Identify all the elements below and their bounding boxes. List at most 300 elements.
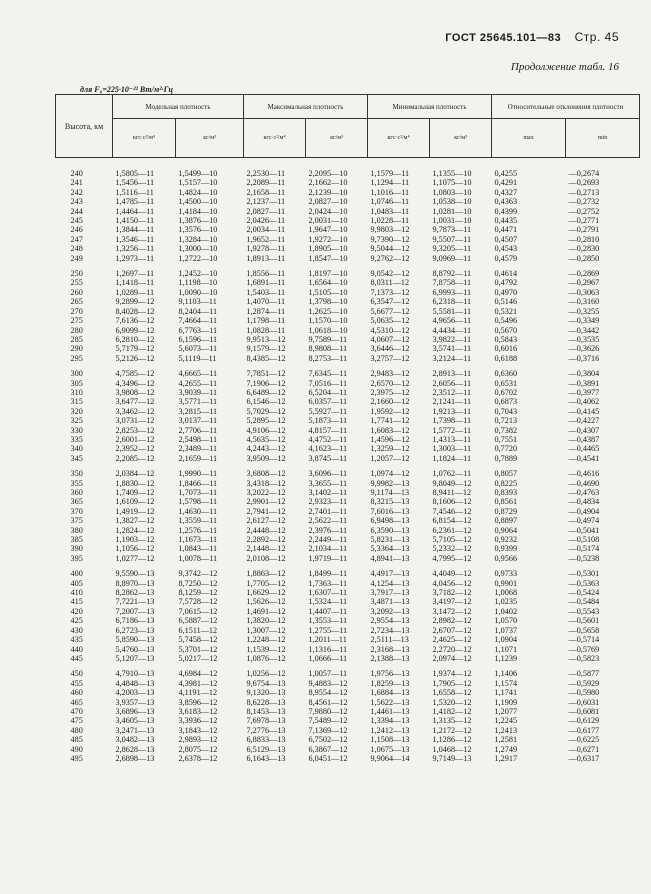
table-cell: 395 [70,553,83,563]
table-cell: 1,4407—11 [308,606,348,616]
table-cell: 4,3981—12 [178,678,218,688]
table-row [56,526,640,535]
table-cell: 1,2057—12 [370,453,410,463]
table-cell: 390 [70,544,83,554]
table-row [56,488,640,497]
table-cell: 1,4691—12 [246,606,286,616]
table-cell: 260 [70,287,83,297]
table-cell: 1,1016—11 [370,187,410,197]
table-cell: 0,4327 [494,187,518,197]
table-cell: 2,0974—12 [432,653,472,663]
table-cell: 2,6001—12 [115,434,155,444]
table-row [56,597,640,606]
table-cell: 1,6109—12 [115,497,155,507]
unit-kg: кг/м³ [176,119,244,158]
table-cell: 6,5887—12 [178,616,218,626]
table-row [56,278,640,287]
table-cell: 2,6127—12 [246,516,286,526]
table-row [56,469,640,478]
table-cell: 4,4917—13 [370,569,410,579]
table-cell: 1,5772—11 [432,425,472,435]
table-cell: 0,7720 [494,444,518,454]
table-cell: 2,2720—12 [432,644,472,654]
table-cell: —0,3255 [568,306,600,316]
table-cell: 4,9656—11 [432,316,472,326]
table-cell: 315 [70,397,83,407]
table-cell: 1,0570 [494,616,518,626]
table-cell: 7,4664—11 [178,316,218,326]
table-cell: 5,7458—12 [178,635,218,645]
table-cell: 310 [70,387,83,397]
table-cell: —0,5658 [568,625,600,635]
table-cell: 1,1574 [494,678,518,688]
table-cell: 2,3512—11 [432,387,472,397]
table-cell: 255 [70,278,83,288]
table-cell: 1,2172—12 [432,725,472,735]
table-cell: 5,3701—12 [178,644,218,654]
table-cell: 1,4464—11 [115,206,155,216]
table-row [56,716,640,725]
table-cell: 1,1798—11 [246,316,286,326]
table-row [56,654,640,663]
table-cell: 0,4614 [494,269,518,279]
table-cell: 1,3546—11 [115,234,155,244]
page-number: Стр. 45 [574,30,619,44]
table-cell: 2,0384—12 [115,469,155,479]
table-cell: 465 [70,697,83,707]
col-min-density: Минимальная плотность [368,95,492,119]
table-cell: 4,4049—12 [432,569,472,579]
density-table [55,94,639,763]
table-cell: 1,5456—11 [115,178,155,188]
table-cell: 1,3003—11 [432,444,472,454]
table-cell: 0,8393 [494,488,518,497]
table-cell: 375 [70,516,83,526]
table-cell: 1,9990—11 [178,469,218,479]
table-cell: 2,9554—13 [370,616,410,626]
table-cell: 265 [70,297,83,307]
table-cell: —0,3535 [568,334,600,344]
table-cell: 2,2095—10 [308,169,348,178]
table-cell: 0,9901 [494,578,518,588]
table-cell: 0,7889 [494,453,518,463]
table-cell: 2,1448—12 [246,544,286,554]
table-cell: 3,4871—13 [370,597,410,607]
table-cell: 1,8830—12 [115,478,155,488]
table-cell: 1,3559—11 [178,516,218,526]
table-cell: 3,6096—11 [308,469,348,479]
table-cell: 6,1511—12 [178,625,218,635]
table-cell: 1,9272—10 [308,234,348,244]
table-cell: 9,3742—12 [178,569,218,579]
table-cell: 1,0031—10 [432,216,472,226]
table-cell: 1,7409—12 [115,488,155,497]
table-cell: 0,4255 [494,169,518,178]
table-cell: 6,2318—11 [432,297,472,307]
table-cell: 330 [70,425,83,435]
table-cell: 0,6531 [494,378,518,388]
table-cell: 247 [70,234,83,244]
table-cell: 9,7873—11 [432,225,472,235]
table-cell: —0,3626 [568,344,600,354]
table-row [56,535,640,544]
table-cell: 7,8758—11 [432,278,472,288]
table-cell: 1,0746—11 [370,197,410,207]
table-cell: 1,0828—11 [246,325,286,335]
table-cell: 3,6183—12 [178,706,218,716]
table-cell: 249 [70,253,83,263]
table-cell: 4,2443—12 [246,444,286,454]
table-cell: 8,2862—13 [115,588,155,598]
table-cell: 1,7905—12 [432,678,472,688]
table-cell: 5,5581—11 [432,306,472,316]
table-cell: 3,0137—11 [178,416,218,426]
table-cell: 0,7551 [494,434,518,444]
table-cell: 415 [70,597,83,607]
table-cell: 1,1903—12 [115,535,155,545]
table-cell: 1,1071 [494,644,518,654]
table-cell: 9,2762—12 [370,253,410,263]
table-cell: —0,6031 [568,697,600,707]
table-cell: 2,6056—11 [432,378,472,388]
table-cell: 6,2810—12 [115,334,155,344]
table-cell: 6,2361—12 [432,525,472,535]
table-cell: 1,9374—12 [432,669,472,679]
table-cell: 1,5626—12 [246,597,286,607]
table-cell: 1,4070—11 [246,297,286,307]
table-cell: 0,7382 [494,425,518,435]
table-cell: —0,4307 [568,425,600,435]
table-cell: 1,2824—12 [115,525,155,535]
table-row [56,254,640,263]
table-cell: 2,0108—12 [246,553,286,563]
table-cell: 6,7502—12 [308,735,348,745]
table-cell: 5,5927—11 [308,406,348,416]
table-cell: —0,2850 [568,253,600,263]
table-row [56,588,640,597]
table-cell: 345 [70,453,83,463]
table-cell: 5,6073—11 [178,344,218,354]
table-cell: 0,4507 [494,234,518,244]
table-cell: 8,1453—13 [246,706,286,716]
table-cell: 3,6808—12 [246,469,286,479]
table-cell: 3,2815—11 [178,406,218,416]
table-cell: 2,8628—13 [115,744,155,754]
table-row [56,626,640,635]
table-cell: 2,1034—11 [308,544,348,554]
table-cell: 2,7941—12 [246,506,286,516]
table-cell: 1,1294—11 [370,178,410,188]
table-cell: 430 [70,625,83,635]
table-cell: 250 [70,269,83,279]
table-cell: 1,1355—10 [432,169,472,178]
table-cell: 7,0516—11 [308,378,348,388]
table-cell: 1,1056—12 [115,544,155,554]
table-row [56,544,640,553]
table-cell: 0,8897 [494,516,518,526]
table-row [56,635,640,644]
table-cell: 2,1388—13 [370,653,410,663]
table-cell: 6,0357—11 [308,397,348,407]
table-cell: 0,9733 [494,569,518,579]
table-cell: 485 [70,735,83,745]
table-row [56,288,640,297]
table-cell: —0,5877 [568,669,600,679]
table-cell: —0,5363 [568,578,600,588]
unit-kgs: кгс·с²/м⁴ [244,119,306,158]
table-cell: 8,3215—13 [370,497,410,507]
table-cell: 1,0281—10 [432,206,472,216]
table-cell: 9,5044—12 [370,244,410,254]
table-cell: 6,9993—11 [432,287,472,297]
table-row [56,235,640,244]
table-cell: 1,6307—11 [308,588,348,598]
table-cell: 248 [70,244,83,254]
table-cell: 1,6083—12 [370,425,410,435]
table-cell: 241 [70,178,83,188]
table-row [56,316,640,325]
table-cell: 9,0969—11 [432,253,472,263]
table-cell: 1,6884—13 [370,688,410,698]
table-cell: 1,5116—11 [115,187,154,197]
table-cell: 1,4500—10 [178,197,218,207]
table-cell: 3,8596—12 [178,697,218,707]
table-cell: 4,6665—11 [178,369,218,379]
table-cell: —0,5980 [568,688,600,698]
table-cell: 1,5805—11 [115,169,155,178]
table-cell: 2,3952—12 [115,444,155,454]
table-cell: 3,1402—11 [308,488,348,497]
table-cell: —0,5601 [568,616,600,626]
table-cell: 5,2126—12 [115,353,155,363]
table-cell: 3,2124—11 [432,353,472,363]
table-cell: —0,3716 [568,353,600,363]
table-cell: 4,1623—11 [308,444,348,454]
table-cell: 1,0402 [494,606,518,616]
table-cell: 0,7213 [494,416,518,426]
table-cell: 6,3547—12 [370,297,410,307]
table-cell: —0,4616 [568,469,600,479]
table-cell: 1,3135—12 [432,716,472,726]
table-cell: 2,5111—13 [370,635,409,645]
table-cell: 3,2092—13 [370,606,410,616]
table-cell: 7,6016—13 [370,506,410,516]
table-cell: 2,1662—10 [308,178,348,188]
table-cell: 9,1320—13 [246,688,286,698]
table-cell: —0,5108 [568,535,600,545]
table-row [56,479,640,488]
table-cell: —0,3063 [568,287,600,297]
table-cell: —0,4974 [568,516,600,526]
table-cell: 1,2755—11 [308,625,348,635]
table-cell: 1,1418—11 [115,278,155,288]
table-cell: 7,7221—13 [115,597,155,607]
table-row [56,369,640,378]
table-cell: 4,4848—13 [115,678,155,688]
table-cell: 1,2625—10 [308,306,348,316]
table-cell: 5,0635—12 [370,316,410,326]
table-cell: 2,8913—11 [432,369,472,379]
table-cell: 1,4461—13 [370,706,410,716]
table-cell: 3,7182—12 [432,588,472,598]
table-row [56,497,640,506]
table-cell: 9,5507—11 [432,234,472,244]
table-cell: 2,7234—13 [370,625,410,635]
table-row [56,197,640,206]
table-cell: 280 [70,325,83,335]
table-cell: 8,9411—12 [432,488,472,497]
table-cell: 3,6896—13 [115,706,155,716]
table-cell: 3,3936—12 [178,716,218,726]
table-row [56,244,640,253]
table-cell: 9,9513—12 [246,334,286,344]
table-cell: —0,6271 [568,744,600,754]
table-row [56,516,640,525]
table-cell: —0,5424 [568,588,600,598]
table-cell: 2,1659—11 [178,453,218,463]
table-cell: 380 [70,525,83,535]
table-cell: 7,4546—12 [432,506,472,516]
table-cell: 3,9039—11 [178,387,218,397]
table-cell: 9,7390—12 [370,234,410,244]
table-cell: 6,3590—13 [370,525,410,535]
table-cell: 5,2895—12 [246,416,286,426]
table-cell: —0,6317 [568,753,600,763]
table-cell: 0,4291 [494,178,518,188]
table-cell: 0,5496 [494,316,518,326]
table-cell: 1,1198—10 [178,278,218,288]
table-cell: 1,4596—12 [370,434,410,444]
table-cell: —0,2732 [568,197,600,207]
table-row [56,669,640,678]
table-cell: 1,1909 [494,697,518,707]
table-cell: 4,2003—13 [115,688,155,698]
table-cell: 8,1606—12 [432,497,472,507]
table-cell: 1,0737 [494,625,518,635]
table-cell: 295 [70,353,83,363]
table-cell: 1,3553—11 [308,616,348,626]
table-cell: —0,3804 [568,369,600,379]
table-cell: —0,2713 [568,187,600,197]
table-cell: 1,2749 [494,744,518,754]
table-cell: —0,4465 [568,444,600,454]
table-cell: 1,2413 [494,725,518,735]
table-cell: 420 [70,606,83,616]
table-cell: 440 [70,644,83,654]
table-cell: 1,1673—11 [178,535,218,545]
table-cell: 1,5324—11 [308,597,348,607]
table-row [56,297,640,306]
table-cell: 6,1643—13 [246,753,286,763]
table-cell: 1,3798—10 [308,297,348,307]
table-cell: 0,5670 [494,325,518,335]
table-cell: 0,4399 [494,206,518,216]
table-cell: 365 [70,497,83,507]
table-cell: —0,6225 [568,735,600,745]
unit-kgs: кгс·с²/м⁴ [113,119,176,158]
table-cell: 6,5129—13 [246,744,286,754]
table-cell: 7,1906—12 [246,378,286,388]
table-cell: —0,5769 [568,644,600,654]
table-cell: 2,0827—11 [246,206,286,216]
table-row [56,579,640,588]
table-cell: 6,6489—12 [246,387,286,397]
table-cell: 9,9982—13 [370,478,410,488]
table-cell: 4,2655—11 [178,378,218,388]
table-cell: 1,4919—12 [115,506,155,516]
table-cell: 1,1824—11 [432,453,472,463]
table-cell: —0,3349 [568,316,600,326]
table-cell: 8,2404—11 [178,306,218,316]
table-cell: 0,4471 [494,225,518,235]
table-cell: 0,9399 [494,544,518,554]
table-cell: 1,6891—11 [246,278,286,288]
table-cell: 0,6188 [494,353,518,363]
table-cell: 1,2874—11 [246,306,286,316]
table-cell: 2,1241—11 [432,397,472,407]
table-cell: 300 [70,369,83,379]
table-cell: 9,5590—13 [115,569,155,579]
table-cell: 9,7589—11 [308,334,348,344]
table-row [56,707,640,716]
table-cell: 1,3000—10 [178,244,218,254]
table-cell: 1,1508—13 [370,735,410,745]
table-cell: 9,6754—13 [246,678,286,688]
table-cell: 4,0607—12 [370,334,410,344]
table-cell: 246 [70,225,83,235]
table-cell: 5,7029—12 [246,406,286,416]
table-cell: 3,4318—12 [246,478,286,488]
table-cell: —0,2791 [568,225,600,235]
table-cell: 244 [70,206,83,216]
table-cell: 410 [70,588,83,598]
table-cell: 1,4824—10 [178,187,218,197]
table-cell: 270 [70,306,83,316]
table-cell: 1,0974—12 [370,469,410,479]
table-cell: 480 [70,725,83,735]
table-cell: 1,2011—11 [308,635,347,645]
table-cell: 3,6446—12 [370,344,410,354]
col-min: min [566,119,640,158]
table-cell: 2,6570—12 [370,378,410,388]
table-cell: 3,9509—12 [246,453,286,463]
table-cell: 4,7585—12 [115,369,155,379]
table-continuation-label: Продолжение табл. 16 [510,61,619,73]
table-cell: 385 [70,535,83,545]
table-row [56,688,640,697]
table-cell: 4,1191—12 [178,688,218,698]
table-cell: 1,2412—13 [370,725,410,735]
table-cell: —0,6081 [568,706,600,716]
table-row [56,307,640,316]
table-row [56,454,640,463]
table-cell: 1,5403—11 [246,287,286,297]
table-cell: 1,0228—11 [370,216,410,226]
table-cell: 2,3975—12 [370,387,410,397]
table-cell: 5,2332—12 [432,544,472,554]
table-cell: 1,2576—11 [178,525,218,535]
table-cell: 2,0034—11 [246,225,286,235]
table-cell: —0,2967 [568,278,600,288]
table-cell: 5,1873—11 [308,416,348,426]
table-cell: 335 [70,434,83,444]
unit-kgs: кгс·с²/м⁴ [368,119,430,158]
table-row [56,735,640,744]
table-cell: 6,0451—12 [308,753,348,763]
table-cell: 3,1472—12 [432,606,472,616]
table-cell: 2,1239—10 [308,187,348,197]
table-cell: 4,5310—12 [370,325,410,335]
